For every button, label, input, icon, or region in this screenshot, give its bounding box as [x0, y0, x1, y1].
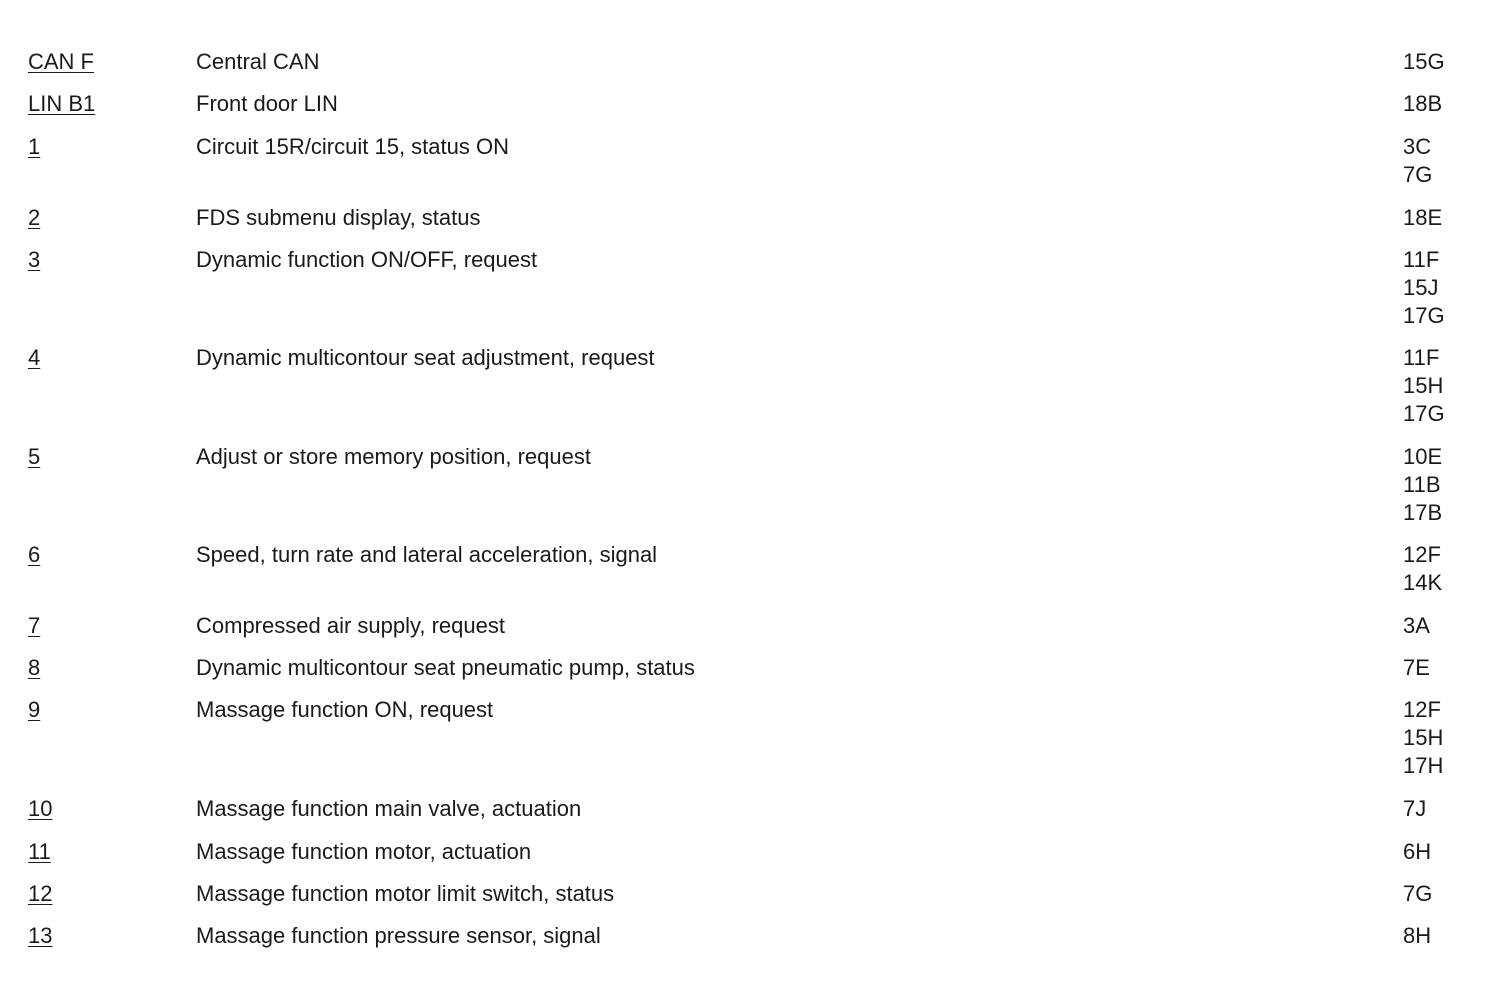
- grid-references: [1403, 654, 1493, 682]
- grid-references: [1403, 443, 1493, 527]
- grid-reference: 11B: [1403, 472, 1441, 497]
- grid-reference: 15H: [1403, 725, 1444, 750]
- code-link-9[interactable]: 9: [28, 697, 41, 722]
- code-link-7[interactable]: 7: [28, 613, 41, 638]
- code-link-13[interactable]: 13: [28, 923, 53, 948]
- grid-reference: 12F: [1403, 542, 1441, 567]
- code-link-8[interactable]: 8: [28, 655, 41, 680]
- description: Massage function pressure sensor, signal: [196, 923, 601, 948]
- description: Massage function motor, actuation: [196, 839, 532, 864]
- grid-references: [1403, 795, 1493, 823]
- grid-references: [1403, 90, 1493, 118]
- grid-references: [1403, 880, 1493, 908]
- code-link-11[interactable]: 11: [28, 839, 51, 864]
- code-link-3[interactable]: 3: [28, 247, 41, 272]
- description: Front door LIN: [196, 91, 338, 116]
- grid-references: [1403, 838, 1493, 866]
- description: Dynamic multicontour seat pneumatic pump, status: [196, 655, 695, 680]
- description: Dynamic multicontour seat adjustment, request: [196, 345, 655, 370]
- code-link-can-f[interactable]: CAN F: [28, 49, 94, 74]
- code-link-lin-b1[interactable]: LIN B1: [28, 91, 96, 116]
- grid-reference: 15G: [1403, 49, 1445, 74]
- grid-reference: 7J: [1403, 796, 1427, 821]
- grid-reference: 17G: [1403, 303, 1445, 328]
- grid-reference: 10E: [1403, 444, 1443, 469]
- grid-references: [1403, 48, 1493, 76]
- description: Massage function main valve, actuation: [196, 796, 582, 821]
- grid-reference: 11F: [1403, 345, 1440, 370]
- description: Compressed air supply, request: [196, 613, 505, 638]
- grid-reference: 15J: [1403, 275, 1439, 300]
- code-link-6[interactable]: 6: [28, 542, 41, 567]
- grid-reference: 14K: [1403, 570, 1443, 595]
- grid-references: [1403, 612, 1493, 640]
- description: Circuit 15R/circuit 15, status ON: [196, 134, 509, 159]
- description: Central CAN: [196, 49, 320, 74]
- code-link-2[interactable]: 2: [28, 205, 41, 230]
- description: Adjust or store memory position, request: [196, 444, 591, 469]
- description: Speed, turn rate and lateral acceleration, signal: [196, 542, 658, 567]
- grid-reference: 6H: [1403, 839, 1432, 864]
- grid-references: [1403, 344, 1493, 428]
- description: FDS submenu display, status: [196, 205, 481, 230]
- grid-reference: 18B: [1403, 91, 1443, 116]
- grid-reference: 3C: [1403, 134, 1432, 159]
- code-link-5[interactable]: 5: [28, 444, 41, 469]
- grid-reference: 3A: [1403, 613, 1430, 638]
- code-link-10[interactable]: 10: [28, 796, 53, 821]
- grid-references: [1403, 246, 1493, 330]
- grid-references: [1403, 922, 1493, 950]
- grid-reference: 15H: [1403, 373, 1444, 398]
- description: Dynamic function ON/OFF, request: [196, 247, 538, 272]
- code-link-1[interactable]: 1: [28, 134, 41, 159]
- grid-reference: 7E: [1403, 655, 1430, 680]
- grid-reference: 7G: [1403, 162, 1433, 187]
- grid-reference: 12F: [1403, 697, 1441, 722]
- grid-reference: 7G: [1403, 881, 1433, 906]
- description: Massage function motor limit switch, status: [196, 881, 615, 906]
- code-link-4[interactable]: 4: [28, 345, 41, 370]
- grid-references: [1403, 204, 1493, 232]
- grid-reference: 17B: [1403, 500, 1443, 525]
- code-link-12[interactable]: 12: [28, 881, 53, 906]
- grid-reference: 11F: [1403, 247, 1440, 272]
- grid-references: [1403, 541, 1493, 597]
- grid-reference: 17G: [1403, 401, 1445, 426]
- description: Massage function ON, request: [196, 697, 494, 722]
- grid-reference: 8H: [1403, 923, 1432, 948]
- grid-reference: 17H: [1403, 753, 1444, 778]
- grid-references: [1403, 696, 1493, 780]
- grid-references: [1403, 133, 1493, 189]
- grid-reference: 18E: [1403, 205, 1443, 230]
